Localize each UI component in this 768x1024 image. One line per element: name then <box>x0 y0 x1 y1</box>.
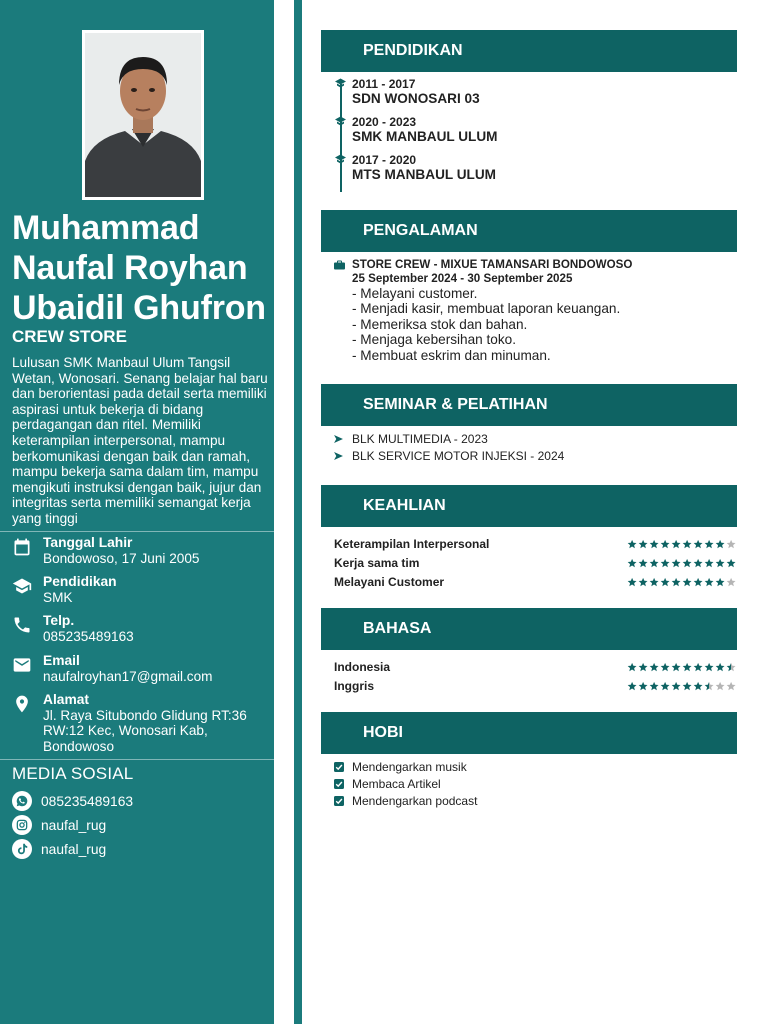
info-value: Jl. Raya Situbondo Glidung RT:36 RW:12 Kec, Wonosari Kab, Bondowoso <box>43 707 247 754</box>
social-whatsapp <box>12 791 133 811</box>
briefcase-icon <box>334 260 345 270</box>
info-phone <box>12 613 270 644</box>
star-icon <box>682 662 692 672</box>
calendar-icon <box>12 535 43 566</box>
language-row <box>334 660 736 674</box>
star-icon <box>627 539 637 549</box>
star-icon <box>726 662 736 672</box>
tiktok-icon <box>12 839 32 859</box>
full-name <box>12 208 274 328</box>
sidebar <box>0 0 274 1024</box>
star-icon <box>671 539 681 549</box>
star-icon <box>649 577 659 587</box>
section-header-seminar: SEMINAR & PELATIHAN <box>321 384 737 426</box>
language-row <box>334 679 736 693</box>
star-icon <box>715 558 725 568</box>
experience-item <box>334 258 734 363</box>
language-rating <box>626 681 736 691</box>
graduation-cap-icon <box>334 154 347 164</box>
star-icon <box>638 681 648 691</box>
education-school: SMK MANBAUL ULUM <box>352 129 498 144</box>
checkbox-icon <box>334 762 352 772</box>
experience-duties <box>352 286 734 363</box>
experience-title: STORE CREW - MIXUE TAMANSARI BONDOWOSO <box>352 258 633 271</box>
star-icon <box>693 662 703 672</box>
social-media-title: MEDIA SOSIAL <box>12 764 134 783</box>
social-value: 085235489163 <box>41 793 134 809</box>
star-icon <box>715 662 725 672</box>
star-icon <box>726 577 736 587</box>
section-header-skills: KEAHLIAN <box>321 485 737 527</box>
education-years: 2017 - 2020 <box>352 153 417 167</box>
star-icon <box>704 662 714 672</box>
job-title: CREW STORE <box>12 327 127 346</box>
education-years: 2011 - 2017 <box>352 77 416 91</box>
star-icon <box>638 577 648 587</box>
info-birthdate <box>12 535 270 566</box>
skill-name: Keterampilan Interpersonal <box>334 537 490 551</box>
star-icon <box>627 662 637 672</box>
skill-name: Melayani Customer <box>334 575 445 589</box>
hobby-item <box>334 760 467 774</box>
info-address <box>12 692 270 754</box>
divider <box>0 759 274 760</box>
star-icon <box>704 539 714 549</box>
star-icon <box>660 558 670 568</box>
info-value: naufalroyhan17@gmail.com <box>43 668 213 684</box>
star-icon <box>693 558 703 568</box>
star-icon <box>715 539 725 549</box>
skill-rating <box>626 577 736 587</box>
hobby-label: Mendengarkan podcast <box>352 794 478 808</box>
email-icon <box>12 653 43 684</box>
social-instagram <box>12 815 106 835</box>
star-icon <box>682 681 692 691</box>
star-icon <box>682 577 692 587</box>
seminar-label: BLK SERVICE MOTOR INJEKSI - 2024 <box>352 449 565 463</box>
star-icon <box>638 539 648 549</box>
star-icon <box>693 577 703 587</box>
info-value: 085235489163 <box>43 628 134 644</box>
whatsapp-icon <box>12 791 32 811</box>
duty-item: - Memeriksa stok dan bahan. <box>352 316 528 332</box>
social-value: naufal_rug <box>41 817 107 833</box>
star-icon <box>660 681 670 691</box>
instagram-icon <box>12 815 32 835</box>
info-label: Alamat <box>43 692 90 707</box>
info-value: SMK <box>43 589 73 605</box>
hobby-label: Membaca Artikel <box>352 777 441 791</box>
star-icon <box>649 539 659 549</box>
info-label: Tanggal Lahir <box>43 535 133 550</box>
graduation-cap-icon <box>334 78 347 88</box>
divider <box>0 531 274 532</box>
star-icon <box>649 681 659 691</box>
star-icon <box>660 577 670 587</box>
profile-photo <box>82 30 204 200</box>
seminar-item <box>334 449 564 463</box>
star-icon <box>704 681 714 691</box>
education-school: MTS MANBAUL ULUM <box>352 167 496 182</box>
info-education <box>12 574 270 605</box>
section-header-hobbies: HOBI <box>321 712 737 754</box>
location-pin-icon <box>12 692 43 754</box>
star-icon <box>715 577 725 587</box>
star-icon <box>638 558 648 568</box>
arrow-bullet-icon <box>334 452 352 460</box>
info-label: Pendidikan <box>43 574 117 589</box>
education-years: 2020 - 2023 <box>352 115 417 129</box>
social-value: naufal_rug <box>41 841 107 857</box>
star-icon <box>638 662 648 672</box>
skill-row <box>334 575 736 589</box>
star-icon <box>726 539 736 549</box>
info-value: Bondowoso, 17 Juni 2005 <box>43 550 200 566</box>
duty-item: - Membuat eskrim dan minuman. <box>352 347 551 363</box>
star-icon <box>627 577 637 587</box>
name-line: Muhammad <box>12 209 200 247</box>
name-line: Naufal Royhan <box>12 249 248 287</box>
star-icon <box>693 539 703 549</box>
arrow-bullet-icon <box>334 435 352 443</box>
social-tiktok <box>12 839 106 859</box>
seminar-label: BLK MULTIMEDIA - 2023 <box>352 432 488 446</box>
education-item <box>334 115 498 145</box>
hobby-label: Mendengarkan musik <box>352 760 467 774</box>
star-icon <box>660 539 670 549</box>
graduation-cap-icon <box>12 574 43 605</box>
language-rating <box>626 662 736 672</box>
skill-rating <box>626 558 736 568</box>
language-name: Indonesia <box>334 660 391 674</box>
star-icon <box>682 558 692 568</box>
checkbox-icon <box>334 779 352 789</box>
skill-row <box>334 537 736 551</box>
star-icon <box>649 558 659 568</box>
name-line: Ubaidil Ghufron <box>12 289 266 327</box>
star-icon <box>671 558 681 568</box>
star-icon <box>627 558 637 568</box>
section-header-languages: BAHASA <box>321 608 737 650</box>
hobby-item <box>334 794 477 808</box>
phone-icon <box>12 613 43 644</box>
skill-name: Kerja sama tim <box>334 556 420 570</box>
profile-summary: Lulusan SMK Manbaul Ulum Tangsil Wetan, Wonosari. Senang belajar hal baru dan berorientasi pada detail serta memiliki aspirasi untuk bekerja di bidang perdagangan dan ritel. Memiliki keterampilan interpersonal, mampu berkomunikasi dengan baik dan ramah, mampu bekerja sama dalam tim, mampu mengikuti instruksi dengan baik, jujur dan integritas serta memiliki semangat kerja yang tinggi <box>12 355 268 526</box>
star-icon <box>704 558 714 568</box>
star-icon <box>660 662 670 672</box>
star-icon <box>682 539 692 549</box>
star-icon <box>715 681 725 691</box>
star-icon <box>704 577 714 587</box>
star-icon <box>671 662 681 672</box>
star-icon <box>693 681 703 691</box>
duty-item: - Menjaga kebersihan toko. <box>352 332 516 348</box>
star-icon <box>649 662 659 672</box>
duty-item: - Melayani customer. <box>352 286 478 301</box>
seminar-item <box>334 432 488 446</box>
skill-rating <box>626 539 736 549</box>
star-icon <box>671 681 681 691</box>
education-school: SDN WONOSARI 03 <box>352 91 480 106</box>
star-icon <box>627 681 637 691</box>
education-item <box>334 153 496 183</box>
star-icon <box>726 681 736 691</box>
info-label: Email <box>43 653 80 668</box>
info-email <box>12 653 270 684</box>
section-header-experience: PENGALAMAN <box>321 210 737 252</box>
education-item <box>334 77 480 107</box>
duty-item: - Menjadi kasir, membuat laporan keuangan. <box>352 301 621 317</box>
star-icon <box>671 577 681 587</box>
info-label: Telp. <box>43 613 75 628</box>
graduation-cap-icon <box>334 116 347 126</box>
hobby-item <box>334 777 441 791</box>
vertical-divider <box>294 0 302 1024</box>
star-icon <box>726 558 736 568</box>
skill-row <box>334 556 736 570</box>
checkbox-icon <box>334 796 352 806</box>
language-name: Inggris <box>334 679 375 693</box>
experience-period: 25 September 2024 - 30 September 2025 <box>352 272 573 285</box>
section-header-education: PENDIDIKAN <box>321 30 737 72</box>
